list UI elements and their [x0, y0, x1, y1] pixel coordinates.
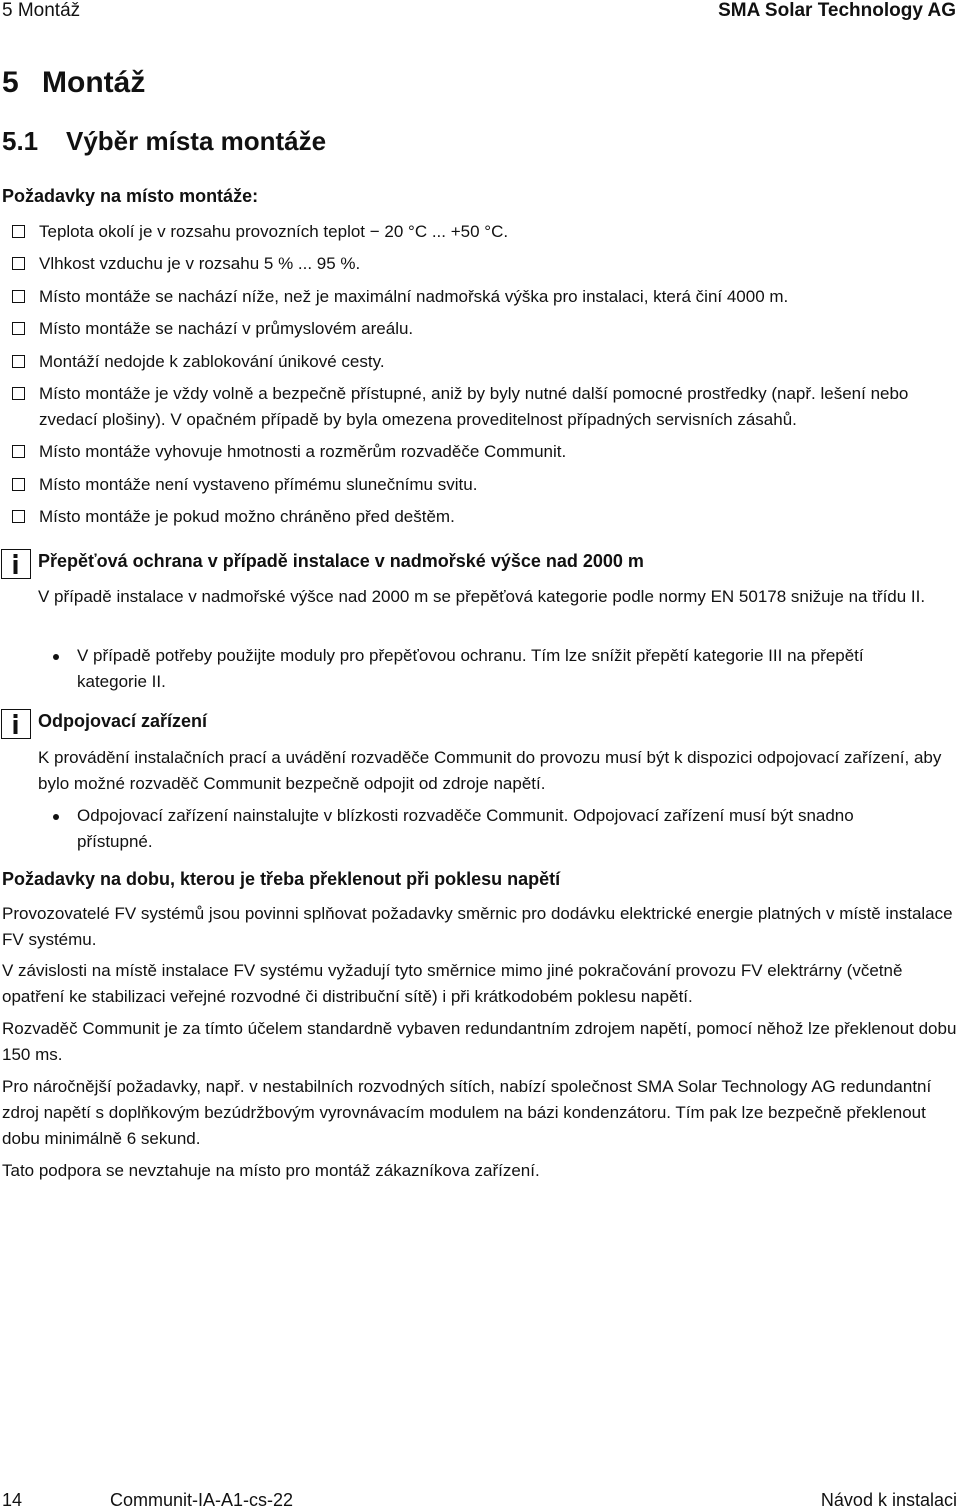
checkbox-icon: [12, 478, 25, 491]
paragraph: Rozvaděč Communit je za tímto účelem standardně vybaven redundantním zdrojem napětí, pomocí něhož lze překlenout dobu 150 ms.: [2, 1019, 957, 1064]
checklist-item-text: Teplota okolí je v rozsahu provozních teplot − 20 °C ... +50 °C.: [39, 222, 509, 241]
voltage-dip-title: Požadavky na dobu, kterou je třeba překlenout při poklesu napětí: [2, 869, 561, 889]
checklist-item: [12, 439, 960, 465]
bullet-item-overvoltage: [53, 643, 923, 695]
footer-doc-id: Communit-IA-A1-cs-22: [110, 1490, 294, 1510]
checklist-item: [12, 219, 960, 245]
paragraph: V závislosti na místě instalace FV systému vyžadují tyto směrnice mimo jiné pokračování provozu FV elektrárny (včetně opatření ke stabilizaci veřejné rozvodné či distribuční sítě) i při krátkodobém poklesu napětí.: [2, 961, 903, 1006]
paragraph: Provozovatelé FV systémů jsou povinni splňovat požadavky směrnic pro dodávku elektrické energie platných v místě instalace FV systému.: [2, 904, 953, 949]
bullet-item-disconnect: [53, 803, 923, 855]
checkbox-icon: [12, 322, 25, 335]
paragraph: Pro náročnější požadavky, např. v nestabilních rozvodných sítích, nabízí společnost SMA Solar Technology AG redundantní zdroj napětí s doplňkovým bezúdržbovým vyrovnávacím modulem na bázi kondenzátoru. Tím pak lze bezpečně překlenout dobu minimálně 6 sekund.: [2, 1077, 932, 1148]
requirements-checklist: [12, 219, 960, 537]
checklist-item: [12, 316, 960, 342]
checklist-item-text: Vlhkost vzduchu je v rozsahu 5 % ... 95 %.: [39, 254, 361, 274]
checklist-item-text: Místo montáže se nachází níže, než je maximální nadmořská výška pro instalaci, která činí 4000 m.: [39, 286, 789, 306]
checklist-item: [12, 504, 960, 530]
header-company: SMA Solar Technology AG: [718, 0, 956, 21]
heading-2: [2, 126, 326, 157]
checklist-item: [12, 381, 960, 433]
bullet-icon: [53, 654, 59, 660]
checkbox-icon: [12, 257, 25, 270]
checklist-item: [12, 251, 960, 277]
heading-2-number: 5.1: [2, 126, 39, 156]
checkbox-icon: [12, 387, 25, 400]
checklist-item-text: Místo montáže vyhovuje hmotnosti a rozměrům rozvaděče Communit.: [39, 442, 567, 462]
heading-1-number: 5: [2, 66, 19, 99]
checklist-item: [12, 284, 960, 310]
checkbox-icon: [12, 355, 25, 368]
info-glyph-icon: [2, 550, 29, 577]
heading-1-title: Montáž: [42, 66, 146, 99]
info-glyph-icon: [2, 710, 29, 737]
footer-doc-type: Návod k instalaci: [820, 1490, 957, 1510]
paragraph: Tato podpora se nevztahuje na místo pro montáž zákazníkova zařízení.: [2, 1161, 540, 1180]
checkbox-icon: [12, 225, 25, 238]
bullet-text: Odpojovací zařízení nainstalujte v blízkosti rozvaděče Communit. Odpojovací zařízení musí být snadno přístupné.: [77, 806, 854, 851]
bullet-text: V případě potřeby použijte moduly pro přepěťovou ochranu. Tím lze snížit přepětí kategorie III na přepětí kategorie II.: [77, 646, 864, 691]
info-icon: [1, 549, 31, 579]
requirements-title: Požadavky na místo montáže:: [2, 186, 259, 206]
checklist-item: [12, 472, 960, 498]
footer-page-number: 14: [2, 1490, 23, 1510]
bullet-icon: [53, 814, 59, 820]
info-icon: [1, 709, 31, 739]
header-section: 5 Montáž: [2, 0, 81, 21]
checklist-item-text: Místo montáže je vždy volně a bezpečně přístupné, aniž by byly nutné další pomocné prostředky (např. lešení nebo zvedací plošiny). V opačném případě by byla omezena proveditelnost případných servisních zásahů.: [39, 383, 909, 429]
checklist-item-text: Montáží nedojde k zablokování únikové cesty.: [39, 351, 385, 371]
info-title-disconnect: Odpojovací zařízení: [38, 711, 208, 731]
info-title-overvoltage: Přepěťová ochrana v případě instalace v nadmořské výšce nad 2000 m: [38, 551, 644, 571]
info-text-disconnect: K provádění instalačních prací a uvádění rozvaděče Communit do provozu musí být k dispozici odpojovací zařízení, aby bylo možné rozvaděč Communit bezpečně odpojit od zdroje napětí.: [38, 748, 942, 793]
checkbox-icon: [12, 290, 25, 303]
checklist-item: [12, 349, 960, 375]
checklist-item-text: Místo montáže se nachází v průmyslovém areálu.: [39, 319, 414, 339]
checkbox-icon: [12, 445, 25, 458]
heading-1: [2, 66, 145, 100]
checkbox-icon: [12, 510, 25, 523]
info-text-overvoltage: V případě instalace v nadmořské výšce nad 2000 m se přepěťová kategorie podle normy EN 50178 snižuje na třídu II.: [38, 587, 926, 606]
checklist-item-text: Místo montáže není vystaveno přímému slunečnímu svitu.: [39, 474, 478, 494]
heading-2-title: Výběr místa montáže: [66, 126, 327, 156]
checklist-item-text: Místo montáže je pokud možno chráněno před deštěm.: [39, 507, 455, 527]
